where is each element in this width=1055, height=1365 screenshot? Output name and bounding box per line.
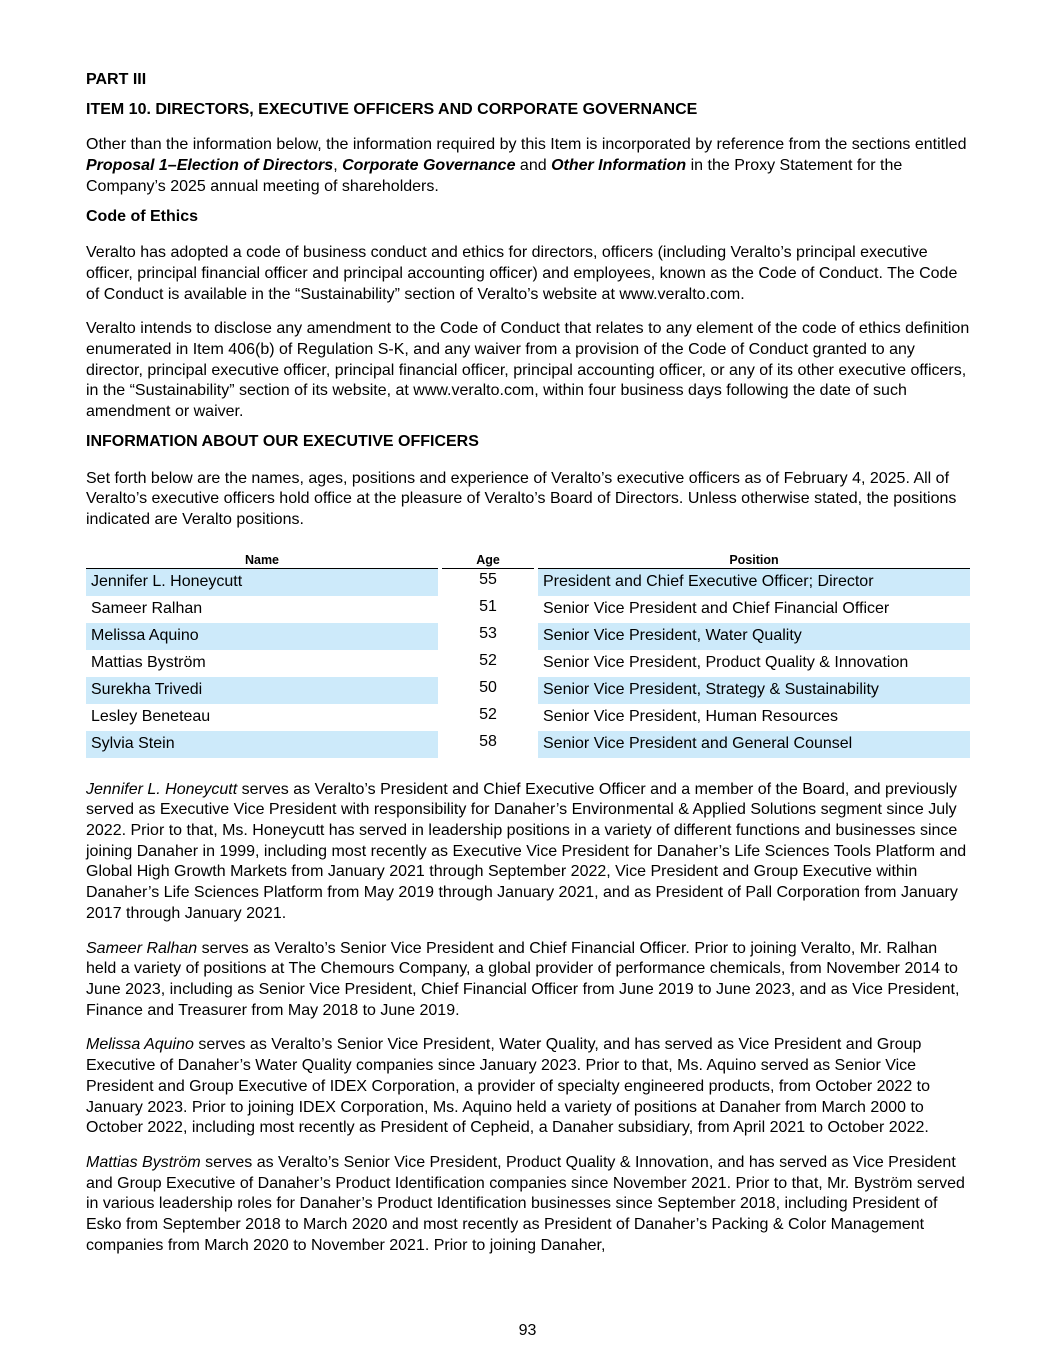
executive-officers-intro: Set forth below are the names, ages, positions and experience of Veralto’s executive officers as of February 4, 2025. All of Veralto’s executive officers hold office at the pleasure of Veralto’s Board of Directors. Unless otherwise stated, the positions indicated are Veralto positions. [86,469,957,528]
table-row [86,731,970,758]
officer-age: 55 [479,570,497,588]
officer-name: Mattias Byström [91,653,206,671]
executive-officers-heading: INFORMATION ABOUT OUR EXECUTIVE OFFICERS [86,432,479,450]
column-header-name: Name [86,553,438,569]
bio-text: serves as Veralto’s Senior Vice President, Water Quality, and has served as Vice President and Group Executive of Danaher’s Water Quality companies since January 2023. Prior to that, Ms. Aquino served as Senior Vice President and Group Executive of IDEX Corporation, a provider of specialty engineered products, from October 2022 to January 2023. Prior to joining IDEX Corporation, Ms. Aquino held a variety of positions at Danaher from March 2000 to October 2022, including most recently as President of Cepheid, a Danaher subsidiary, from April 2021 to October 2022. [86,1036,931,1137]
code-of-ethics-paragraph: Veralto has adopted a code of business conduct and ethics for directors, officers (including Veralto’s principal executive officer, principal financial officer and principal accounting officer) and employees, known as the Code of Conduct. The Code of Conduct is available in the “Sustainability” section of Veralto’s website at www.veralto.com. [86,244,958,303]
governance-reference: Corporate Governance [342,157,516,175]
bio-name: Melissa Aquino [86,1036,194,1054]
column-header-position: Position [538,553,970,569]
officer-name: Sylvia Stein [86,731,438,758]
table-row [86,650,970,677]
item-title: ITEM 10. DIRECTORS, EXECUTIVE OFFICERS AND CORPORATE GOVERNANCE [86,100,698,118]
table-row [86,596,970,623]
code-amendment-paragraph: Veralto intends to disclose any amendment to the Code of Conduct that relates to any element of the code of ethics definition enumerated in Item 406(b) of Regulation S-K, and any waiver from a provision of the Code of Conduct granted to any director, principal executive officer, principal financial officer, principal accounting officer, or any of its other executive officers, in the “Sustainability” section of its website, at www.veralto.com, within four business days following the date of such amendment or waiver. [86,320,970,421]
officer-age: 52 [479,705,497,723]
intro-text: in the Proxy Statement for the Company’s 2025 annual meeting of shareholders. [86,157,903,195]
intro-text: and [515,157,552,175]
page-number: 93 [518,1322,537,1339]
table-header-row [86,553,970,569]
officer-age: 50 [479,678,497,696]
bio-text: serves as Veralto’s Senior Vice President and Chief Financial Officer. Prior to joining Veralto, Mr. Ralhan held a variety of positions at The Chemours Company, a global provider of performance chemicals, from November 2014 to June 2023, including as Senior Vice President, Chief Financial Officer from June 2019 to June 2023, and as Vice President, Finance and Treasurer from May 2018 to June 2019. [86,939,960,1019]
intro-paragraph [86,135,970,197]
executive-officers-table [86,553,970,758]
officer-position: Senior Vice President, Product Quality & Innovation [543,653,909,671]
bio-name: Sameer Ralhan [86,939,198,957]
column-header-age: Age [442,553,534,569]
intro-text: , [333,157,343,175]
bio-paragraph [86,780,970,925]
bio-paragraph [86,1035,970,1139]
bio-paragraph [86,939,970,1022]
officer-position: Senior Vice President, Strategy & Sustainability [538,677,970,704]
part-heading: PART III [86,71,147,88]
other-info-reference: Other Information [551,157,687,175]
officer-name: Sameer Ralhan [91,599,203,617]
officer-position: Senior Vice President and Chief Financial Officer [543,599,890,617]
table-row [86,677,970,704]
table-row [86,704,970,731]
bio-name: Mattias Byström [86,1153,201,1171]
intro-text: Other than the information below, the information required by this Item is incorporated by reference from the sections entitled [86,136,967,154]
officer-position: Senior Vice President, Human Resources [543,707,838,725]
officer-position: Senior Vice President, Water Quality [538,623,970,650]
officer-name: Surekha Trivedi [86,677,438,704]
officer-age: 58 [479,732,497,750]
bio-name: Jennifer L. Honeycutt [86,780,238,798]
proposal-reference: Proposal 1–Election of Directors [86,157,334,175]
document-page [86,70,970,1270]
bio-paragraph [86,1153,970,1257]
officer-name: Jennifer L. Honeycutt [86,568,438,596]
code-of-ethics-heading: Code of Ethics [86,207,199,225]
bio-text: serves as Veralto’s Senior Vice President, Product Quality & Innovation, and has served as Vice President and Group Executive of Danaher’s Product Identification companies since November 2021. Prior to that, Mr. Byström served in various leadership roles for Danaher’s Product Identification businesses since September 2018, including President of Esko from September 2018 to March 2020 and most recently as President of Danaher’s Packing & Color Management companies from March 2020 to November 2021. Prior to joining Danaher, [86,1153,965,1254]
table-row [86,568,970,596]
officer-position: Senior Vice President and General Counsel [538,731,970,758]
bio-text: serves as Veralto’s President and Chief Executive Officer and a member of the Board, and previously served as Executive Vice President with responsibility for Danaher’s Environmental & Applied Solutions segment since July 2022. Prior to that, Ms. Honeycutt has served in leadership positions in a variety of different functions and businesses since joining Danaher in 1999, including most recently as Executive Vice President for Danaher’s Life Sciences Tools Platform and Global High Growth Markets from January 2021 through September 2022, Vice President and Group Executive within Danaher’s Life Sciences Platform from May 2019 through January 2021, and as President of Pall Corporation from January 2017 through January 2021. [86,780,967,922]
officer-name: Lesley Beneteau [91,707,211,725]
officer-name: Melissa Aquino [86,623,438,650]
officer-age: 53 [479,624,497,642]
officer-age: 52 [479,651,497,669]
officer-age: 51 [479,597,497,615]
officer-position: President and Chief Executive Officer; Director [538,568,970,596]
table-row [86,623,970,650]
